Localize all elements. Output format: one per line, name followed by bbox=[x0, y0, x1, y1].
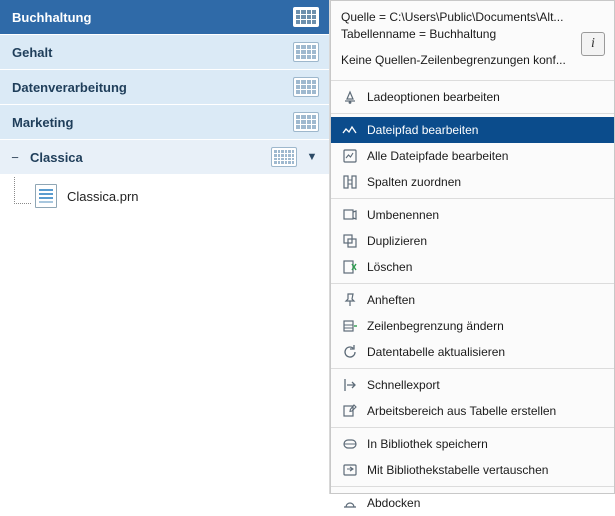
menu-item-label: Dateipfad bearbeiten bbox=[367, 123, 479, 137]
menu-item-datentabelle-aktualisieren[interactable] bbox=[331, 339, 614, 365]
menu-item-label: Schnellexport bbox=[367, 378, 440, 392]
tree-file-label: Classica.prn bbox=[67, 188, 139, 204]
map-columns-icon bbox=[341, 173, 359, 191]
save-library-icon bbox=[341, 435, 359, 453]
tree-group-buchhaltung[interactable] bbox=[0, 0, 329, 35]
menu-item-label: Arbeitsbereich aus Tabelle erstellen bbox=[367, 404, 557, 418]
file-path-icon bbox=[341, 121, 359, 139]
grid-icon[interactable] bbox=[293, 112, 319, 132]
menu-separator bbox=[331, 113, 614, 114]
tree-node-classica[interactable] bbox=[0, 140, 329, 175]
menu-item-label: Umbenennen bbox=[367, 208, 440, 222]
menu-item-dateipfad-bearbeiten[interactable] bbox=[331, 117, 614, 143]
menu-separator bbox=[331, 198, 614, 199]
rename-icon bbox=[341, 206, 359, 224]
create-workspace-icon bbox=[341, 402, 359, 420]
source-path-text: Quelle = C:\Users\Public\Documents\Alt... bbox=[341, 10, 564, 24]
menu-separator bbox=[331, 80, 614, 81]
menu-item-umbenennen[interactable] bbox=[331, 202, 614, 228]
menu-item-label: Abdocken bbox=[367, 496, 421, 510]
tree-group-gehalt[interactable] bbox=[0, 35, 329, 70]
menu-item-label: Anheften bbox=[367, 293, 416, 307]
menu-item-duplizieren[interactable] bbox=[331, 228, 614, 254]
dense-grid-icon[interactable] bbox=[271, 147, 297, 167]
menu-separator bbox=[331, 368, 614, 369]
tree-connector bbox=[14, 177, 31, 204]
quick-export-icon bbox=[341, 376, 359, 394]
menu-item-ladeoptionen-bearbeiten[interactable] bbox=[331, 84, 614, 110]
grid-icon[interactable] bbox=[293, 7, 319, 27]
menu-item-spalten-zuordnen[interactable] bbox=[331, 169, 614, 195]
collapse-expander-icon[interactable]: − bbox=[11, 149, 19, 165]
menu-item-label: Datentabelle aktualisieren bbox=[367, 345, 506, 359]
menu-item-schnellexport[interactable] bbox=[331, 372, 614, 398]
tree-node-label: Classica bbox=[30, 149, 83, 165]
menu-item-label: Spalten zuordnen bbox=[367, 175, 462, 189]
swap-library-icon bbox=[341, 461, 359, 479]
row-limit-icon bbox=[341, 317, 359, 335]
tree-group-label: Buchhaltung bbox=[12, 9, 92, 25]
row-limit-text: Keine Quellen-Zeilenbegrenzungen konf... bbox=[341, 53, 566, 67]
menu-item-label: Mit Bibliothekstabelle vertauschen bbox=[367, 463, 549, 477]
grid-icon[interactable] bbox=[293, 42, 319, 62]
duplicate-icon bbox=[341, 232, 359, 250]
all-file-paths-icon bbox=[341, 147, 359, 165]
grid-icon[interactable] bbox=[293, 77, 319, 97]
load-options-icon bbox=[341, 88, 359, 106]
menu-separator bbox=[331, 283, 614, 284]
tree-group-label: Marketing bbox=[12, 114, 74, 130]
menu-item-label: Alle Dateipfade bearbeiten bbox=[367, 149, 509, 163]
context-menu bbox=[330, 0, 615, 510]
menu-item-abdocken[interactable] bbox=[331, 490, 614, 516]
menu-item-anheften[interactable] bbox=[331, 287, 614, 313]
menu-item-label: Duplizieren bbox=[367, 234, 428, 248]
prn-file-icon bbox=[35, 184, 57, 208]
menu-item-label: In Bibliothek speichern bbox=[367, 437, 488, 451]
menu-separator bbox=[331, 486, 614, 487]
undock-icon bbox=[341, 494, 359, 512]
menu-item-mit-bibliothekstabelle-vertauschen[interactable] bbox=[331, 457, 614, 483]
delete-icon bbox=[341, 258, 359, 276]
tree-group-marketing[interactable] bbox=[0, 105, 329, 140]
menu-separator bbox=[331, 427, 614, 428]
menu-item-alle-dateipfade-bearbeiten[interactable] bbox=[331, 143, 614, 169]
menu-item-label: Zeilenbegrenzung ändern bbox=[367, 319, 504, 333]
table-name-text: Tabellenname = Buchhaltung bbox=[341, 27, 497, 41]
pin-icon bbox=[341, 291, 359, 309]
tree-group-label: Datenverarbeitung bbox=[12, 79, 127, 95]
tree-file-row[interactable] bbox=[0, 175, 329, 217]
menu-item-label: Ladeoptionen bearbeiten bbox=[367, 90, 500, 104]
refresh-icon bbox=[341, 343, 359, 361]
menu-item-label: Löschen bbox=[367, 260, 413, 274]
context-menu-header bbox=[331, 1, 614, 77]
tree-group-datenverarbeitung[interactable] bbox=[0, 70, 329, 105]
menu-item-arbeitsbereich-erstellen[interactable] bbox=[331, 398, 614, 424]
info-button[interactable]: i bbox=[581, 32, 605, 56]
menu-item-in-bibliothek-speichern[interactable] bbox=[331, 431, 614, 457]
chevron-down-icon[interactable]: ▼ bbox=[306, 151, 318, 163]
menu-item-zeilenbegrenzung-aendern[interactable] bbox=[331, 313, 614, 339]
tree-group-label: Gehalt bbox=[12, 44, 53, 60]
menu-item-loeschen[interactable] bbox=[331, 254, 614, 280]
